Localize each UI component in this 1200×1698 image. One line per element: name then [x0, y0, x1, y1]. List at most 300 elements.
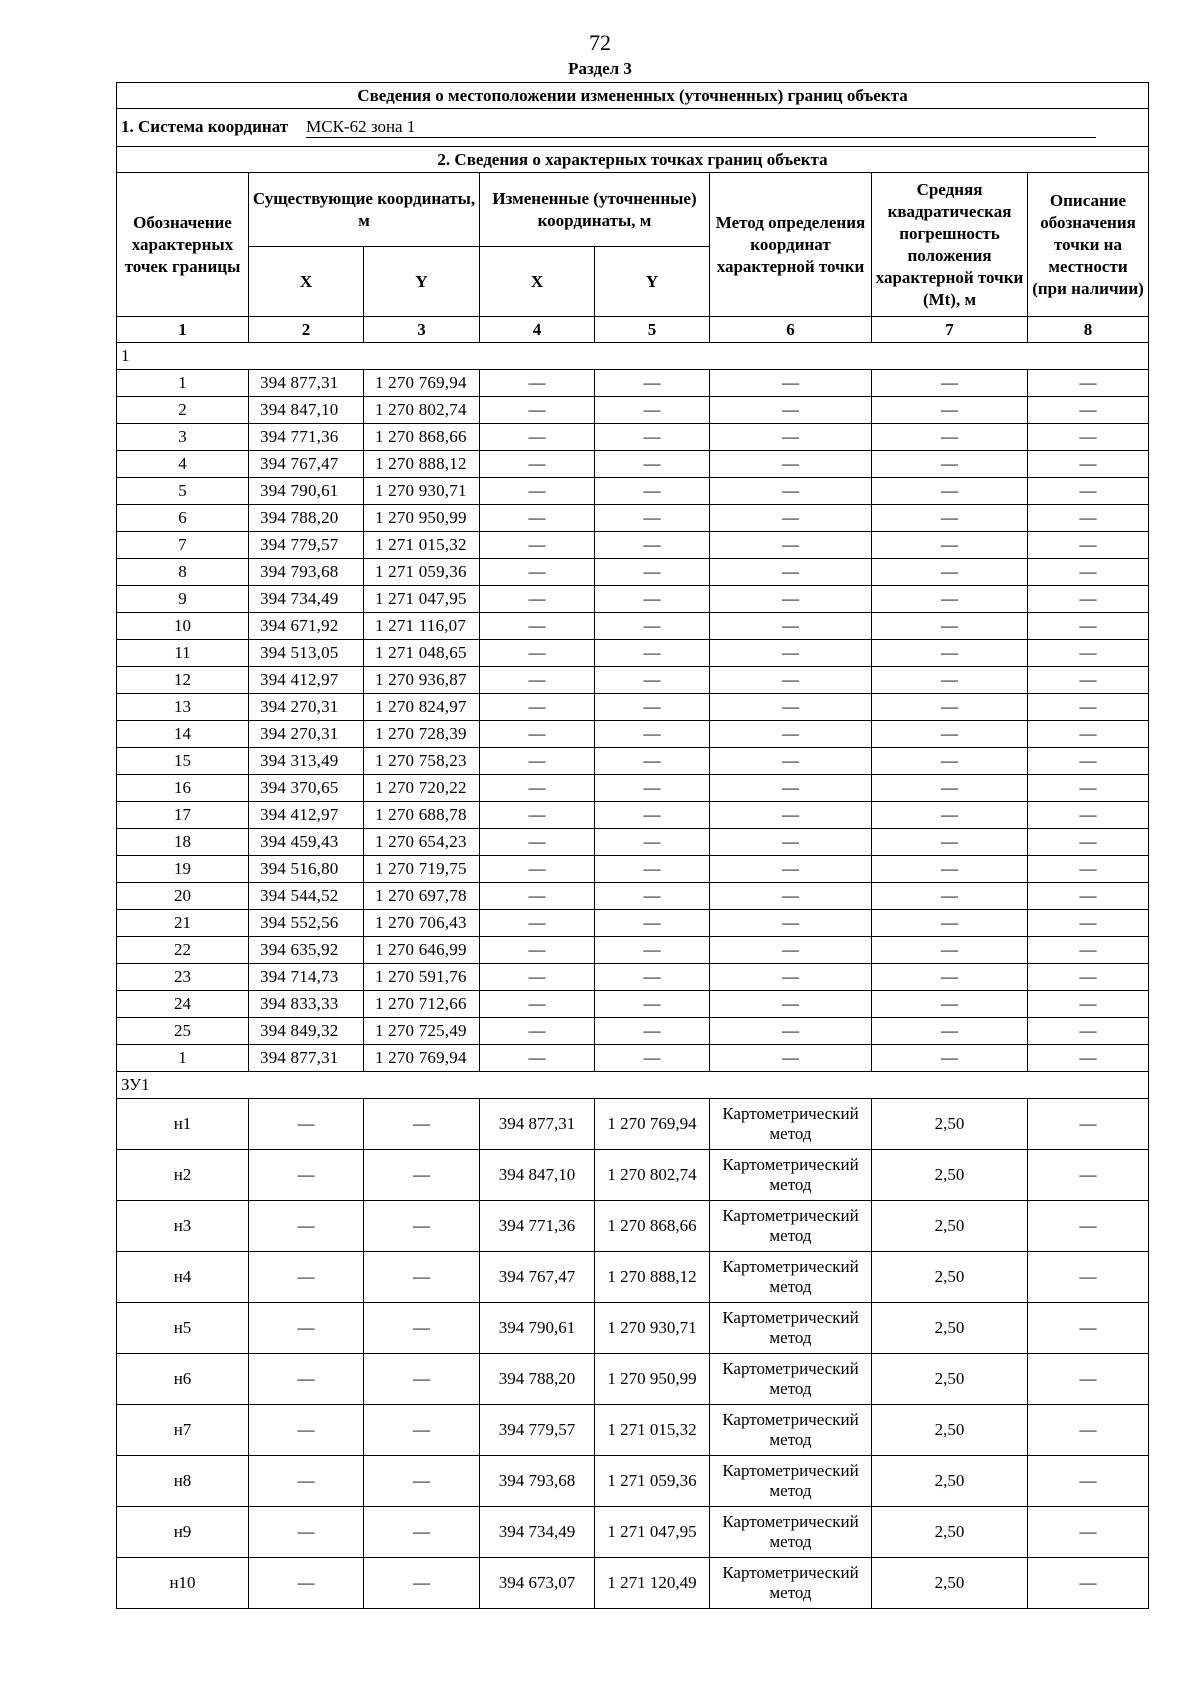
table-row: [117, 829, 1149, 856]
existing-x: 394 459,43: [249, 829, 364, 856]
existing-x: 394 877,31: [249, 1045, 364, 1072]
method: —: [710, 370, 872, 397]
table-row: [117, 505, 1149, 532]
existing-x: 394 313,49: [249, 748, 364, 775]
existing-x: —: [249, 1405, 364, 1456]
mean-error: —: [872, 694, 1028, 721]
mean-error: —: [872, 748, 1028, 775]
method: Картометрический метод: [710, 1456, 872, 1507]
point-number: 15: [117, 748, 249, 775]
header-point-designation: Обозначение характерных точек границы: [117, 173, 249, 317]
mean-error: 2,50: [872, 1099, 1028, 1150]
table-row: [117, 1456, 1149, 1507]
changed-x: —: [480, 586, 595, 613]
existing-y: —: [364, 1201, 480, 1252]
description: —: [1028, 1558, 1149, 1609]
changed-y: 1 270 950,99: [595, 1354, 710, 1405]
changed-y: 1 270 769,94: [595, 1099, 710, 1150]
description: —: [1028, 1405, 1149, 1456]
existing-x: 394 552,56: [249, 910, 364, 937]
changed-x: 394 673,07: [480, 1558, 595, 1609]
mean-error: —: [872, 964, 1028, 991]
existing-x: 394 513,05: [249, 640, 364, 667]
changed-y: —: [595, 775, 710, 802]
group-label: ЗУ1: [117, 1072, 1149, 1099]
existing-y: —: [364, 1405, 480, 1456]
existing-y: 1 270 706,43: [364, 910, 480, 937]
existing-y: 1 270 769,94: [364, 1045, 480, 1072]
changed-x: 394 847,10: [480, 1150, 595, 1201]
point-number: 5: [117, 478, 249, 505]
method: —: [710, 856, 872, 883]
changed-x: —: [480, 775, 595, 802]
section-title: Раздел 3: [568, 59, 632, 78]
mean-error: —: [872, 559, 1028, 586]
changed-y: —: [595, 1045, 710, 1072]
existing-y: 1 271 047,95: [364, 586, 480, 613]
table-title: Сведения о местоположении измененных (уточненных) границ объекта: [117, 83, 1149, 109]
changed-y: —: [595, 802, 710, 829]
existing-x: 394 544,52: [249, 883, 364, 910]
method: Картометрический метод: [710, 1354, 872, 1405]
description: —: [1028, 1150, 1149, 1201]
method: Картометрический метод: [710, 1201, 872, 1252]
method: Картометрический метод: [710, 1507, 872, 1558]
existing-x: 394 788,20: [249, 505, 364, 532]
mean-error: 2,50: [872, 1150, 1028, 1201]
header-changed-y: Y: [595, 247, 710, 317]
existing-x: —: [249, 1252, 364, 1303]
method: —: [710, 532, 872, 559]
changed-x: 394 779,57: [480, 1405, 595, 1456]
changed-y: —: [595, 478, 710, 505]
header-mean-error: Средняя квадратическая погрешность положения характерной точки (Mt), м: [872, 173, 1028, 317]
method: —: [710, 775, 872, 802]
point-number: 4: [117, 451, 249, 478]
point-number: 13: [117, 694, 249, 721]
changed-y: —: [595, 613, 710, 640]
changed-y: —: [595, 559, 710, 586]
existing-y: 1 270 725,49: [364, 1018, 480, 1045]
existing-y: 1 270 769,94: [364, 370, 480, 397]
mean-error: —: [872, 667, 1028, 694]
mean-error: —: [872, 721, 1028, 748]
column-number: 5: [595, 317, 710, 343]
method: —: [710, 559, 872, 586]
existing-y: —: [364, 1507, 480, 1558]
description: —: [1028, 991, 1149, 1018]
description: —: [1028, 856, 1149, 883]
changed-y: —: [595, 667, 710, 694]
existing-x: 394 412,97: [249, 667, 364, 694]
point-number: 19: [117, 856, 249, 883]
description: —: [1028, 1099, 1149, 1150]
method: —: [710, 748, 872, 775]
method: —: [710, 397, 872, 424]
point-number: 9: [117, 586, 249, 613]
description: —: [1028, 694, 1149, 721]
table-row: [117, 748, 1149, 775]
table-row: [117, 694, 1149, 721]
existing-y: 1 270 646,99: [364, 937, 480, 964]
mean-error: 2,50: [872, 1201, 1028, 1252]
point-number: 20: [117, 883, 249, 910]
method: —: [710, 991, 872, 1018]
mean-error: 2,50: [872, 1252, 1028, 1303]
method: —: [710, 424, 872, 451]
description: —: [1028, 478, 1149, 505]
changed-y: —: [595, 829, 710, 856]
description: —: [1028, 397, 1149, 424]
description: —: [1028, 370, 1149, 397]
table-row: [117, 910, 1149, 937]
table-row: [117, 478, 1149, 505]
description: —: [1028, 505, 1149, 532]
description: —: [1028, 775, 1149, 802]
changed-x: —: [480, 640, 595, 667]
header-existing-coords: Существующие координаты, м: [249, 173, 480, 247]
point-number: н7: [117, 1405, 249, 1456]
changed-x: —: [480, 883, 595, 910]
existing-y: 1 271 116,07: [364, 613, 480, 640]
changed-x: —: [480, 370, 595, 397]
existing-x: 394 370,65: [249, 775, 364, 802]
existing-y: 1 271 048,65: [364, 640, 480, 667]
existing-y: 1 270 688,78: [364, 802, 480, 829]
existing-x: —: [249, 1456, 364, 1507]
changed-y: —: [595, 856, 710, 883]
method: —: [710, 883, 872, 910]
coord-system-row: [117, 109, 1149, 147]
table-row: [117, 667, 1149, 694]
mean-error: —: [872, 532, 1028, 559]
changed-y: —: [595, 586, 710, 613]
method: —: [710, 586, 872, 613]
table-row: [117, 640, 1149, 667]
existing-y: 1 270 802,74: [364, 397, 480, 424]
header-existing-x: X: [249, 247, 364, 317]
changed-x: —: [480, 505, 595, 532]
table-row: [117, 802, 1149, 829]
description: —: [1028, 883, 1149, 910]
changed-x: 394 793,68: [480, 1456, 595, 1507]
mean-error: —: [872, 856, 1028, 883]
mean-error: —: [872, 505, 1028, 532]
mean-error: 2,50: [872, 1507, 1028, 1558]
changed-x: —: [480, 721, 595, 748]
existing-x: —: [249, 1354, 364, 1405]
method: —: [710, 1018, 872, 1045]
changed-y: —: [595, 964, 710, 991]
changed-y: 1 270 868,66: [595, 1201, 710, 1252]
changed-y: 1 271 059,36: [595, 1456, 710, 1507]
method: —: [710, 451, 872, 478]
mean-error: —: [872, 397, 1028, 424]
column-number: 8: [1028, 317, 1149, 343]
point-number: н10: [117, 1558, 249, 1609]
mean-error: 2,50: [872, 1354, 1028, 1405]
point-number: 1: [117, 1045, 249, 1072]
mean-error: —: [872, 640, 1028, 667]
table-row: [117, 775, 1149, 802]
existing-x: —: [249, 1150, 364, 1201]
table-row: [117, 424, 1149, 451]
point-number: н8: [117, 1456, 249, 1507]
table-row: [117, 1558, 1149, 1609]
table-row: [117, 1045, 1149, 1072]
mean-error: —: [872, 775, 1028, 802]
header-changed-x: X: [480, 247, 595, 317]
point-number: 12: [117, 667, 249, 694]
method: Картометрический метод: [710, 1303, 872, 1354]
mean-error: —: [872, 910, 1028, 937]
table-row: [117, 532, 1149, 559]
existing-y: —: [364, 1252, 480, 1303]
changed-y: 1 270 930,71: [595, 1303, 710, 1354]
changed-y: —: [595, 505, 710, 532]
existing-x: 394 847,10: [249, 397, 364, 424]
table-row: [117, 883, 1149, 910]
method: Картометрический метод: [710, 1150, 872, 1201]
description: —: [1028, 451, 1149, 478]
point-number: н2: [117, 1150, 249, 1201]
table-row: [117, 1252, 1149, 1303]
changed-x: 394 771,36: [480, 1201, 595, 1252]
column-number: 2: [249, 317, 364, 343]
header-method: Метод определения координат характерной точки: [710, 173, 872, 317]
changed-x: —: [480, 451, 595, 478]
description: —: [1028, 1045, 1149, 1072]
existing-y: 1 270 888,12: [364, 451, 480, 478]
point-number: 23: [117, 964, 249, 991]
method: Картометрический метод: [710, 1252, 872, 1303]
method: —: [710, 964, 872, 991]
mean-error: —: [872, 613, 1028, 640]
description: —: [1028, 721, 1149, 748]
description: —: [1028, 1252, 1149, 1303]
existing-y: 1 270 654,23: [364, 829, 480, 856]
changed-y: —: [595, 397, 710, 424]
point-number: н5: [117, 1303, 249, 1354]
point-number: 17: [117, 802, 249, 829]
table-row: [117, 991, 1149, 1018]
changed-x: —: [480, 829, 595, 856]
group-label: 1: [117, 343, 1149, 370]
description: —: [1028, 1456, 1149, 1507]
description: —: [1028, 667, 1149, 694]
point-number: 3: [117, 424, 249, 451]
existing-x: 394 635,92: [249, 937, 364, 964]
changed-x: —: [480, 397, 595, 424]
point-number: 6: [117, 505, 249, 532]
existing-y: 1 270 697,78: [364, 883, 480, 910]
existing-x: 394 877,31: [249, 370, 364, 397]
changed-y: —: [595, 991, 710, 1018]
existing-x: 394 793,68: [249, 559, 364, 586]
changed-y: 1 270 888,12: [595, 1252, 710, 1303]
mean-error: —: [872, 829, 1028, 856]
existing-x: 394 412,97: [249, 802, 364, 829]
method: —: [710, 802, 872, 829]
description: —: [1028, 829, 1149, 856]
existing-x: —: [249, 1099, 364, 1150]
point-number: 21: [117, 910, 249, 937]
changed-y: —: [595, 532, 710, 559]
group-label-row: [117, 1072, 1149, 1099]
changed-x: —: [480, 856, 595, 883]
changed-y: —: [595, 721, 710, 748]
changed-x: —: [480, 748, 595, 775]
method: —: [710, 937, 872, 964]
points-section-title: 2. Сведения о характерных точках границ объекта: [117, 147, 1149, 173]
description: —: [1028, 802, 1149, 829]
point-number: 7: [117, 532, 249, 559]
page-number: 72: [589, 30, 611, 55]
method: —: [710, 829, 872, 856]
point-number: н4: [117, 1252, 249, 1303]
description: —: [1028, 1303, 1149, 1354]
method: —: [710, 478, 872, 505]
mean-error: —: [872, 451, 1028, 478]
mean-error: —: [872, 478, 1028, 505]
method: —: [710, 721, 872, 748]
column-number: 3: [364, 317, 480, 343]
existing-x: —: [249, 1558, 364, 1609]
existing-x: 394 734,49: [249, 586, 364, 613]
column-number: 1: [117, 317, 249, 343]
description: —: [1028, 532, 1149, 559]
table-row: [117, 1099, 1149, 1150]
existing-x: 394 270,31: [249, 721, 364, 748]
existing-x: 394 771,36: [249, 424, 364, 451]
changed-y: —: [595, 370, 710, 397]
method: —: [710, 505, 872, 532]
changed-y: —: [595, 1018, 710, 1045]
column-number: 4: [480, 317, 595, 343]
changed-x: 394 877,31: [480, 1099, 595, 1150]
existing-x: 394 790,61: [249, 478, 364, 505]
mean-error: —: [872, 586, 1028, 613]
existing-y: —: [364, 1303, 480, 1354]
method: —: [710, 694, 872, 721]
description: —: [1028, 1507, 1149, 1558]
table-row: [117, 856, 1149, 883]
changed-x: 394 767,47: [480, 1252, 595, 1303]
changed-x: —: [480, 964, 595, 991]
changed-x: —: [480, 559, 595, 586]
description: —: [1028, 1018, 1149, 1045]
existing-y: 1 270 712,66: [364, 991, 480, 1018]
table-row: [117, 397, 1149, 424]
mean-error: —: [872, 883, 1028, 910]
changed-x: 394 734,49: [480, 1507, 595, 1558]
mean-error: —: [872, 991, 1028, 1018]
description: —: [1028, 640, 1149, 667]
changed-y: —: [595, 694, 710, 721]
changed-y: —: [595, 883, 710, 910]
table-row: [117, 1018, 1149, 1045]
column-number: 7: [872, 317, 1028, 343]
existing-x: 394 833,33: [249, 991, 364, 1018]
table-row: [117, 937, 1149, 964]
coord-system-value: МСК-62 зона 1: [306, 117, 1096, 138]
existing-x: 394 671,92: [249, 613, 364, 640]
changed-x: 394 790,61: [480, 1303, 595, 1354]
table-row: [117, 613, 1149, 640]
changed-x: —: [480, 424, 595, 451]
method: Картометрический метод: [710, 1405, 872, 1456]
changed-x: —: [480, 937, 595, 964]
changed-x: —: [480, 478, 595, 505]
point-number: н1: [117, 1099, 249, 1150]
existing-x: —: [249, 1303, 364, 1354]
existing-y: 1 271 059,36: [364, 559, 480, 586]
mean-error: —: [872, 370, 1028, 397]
existing-x: 394 270,31: [249, 694, 364, 721]
mean-error: 2,50: [872, 1405, 1028, 1456]
description: —: [1028, 1201, 1149, 1252]
existing-x: 394 714,73: [249, 964, 364, 991]
point-number: 22: [117, 937, 249, 964]
changed-x: —: [480, 910, 595, 937]
existing-y: 1 270 936,87: [364, 667, 480, 694]
table-row: [117, 1507, 1149, 1558]
mean-error: 2,50: [872, 1456, 1028, 1507]
changed-y: —: [595, 937, 710, 964]
existing-y: 1 270 868,66: [364, 424, 480, 451]
point-number: 25: [117, 1018, 249, 1045]
point-number: 18: [117, 829, 249, 856]
changed-y: —: [595, 424, 710, 451]
description: —: [1028, 424, 1149, 451]
method: —: [710, 640, 872, 667]
mean-error: —: [872, 1018, 1028, 1045]
changed-x: —: [480, 1045, 595, 1072]
description: —: [1028, 559, 1149, 586]
existing-y: 1 270 719,75: [364, 856, 480, 883]
existing-y: 1 270 728,39: [364, 721, 480, 748]
description: —: [1028, 964, 1149, 991]
point-number: 2: [117, 397, 249, 424]
table-row: [117, 586, 1149, 613]
changed-x: —: [480, 802, 595, 829]
table-row: [117, 964, 1149, 991]
header-description: Описание обозначения точки на местности (при наличии): [1028, 173, 1149, 317]
point-number: н6: [117, 1354, 249, 1405]
existing-y: 1 270 591,76: [364, 964, 480, 991]
method: —: [710, 667, 872, 694]
table-row: [117, 451, 1149, 478]
method: —: [710, 1045, 872, 1072]
mean-error: —: [872, 802, 1028, 829]
existing-x: 394 779,57: [249, 532, 364, 559]
column-number: 6: [710, 317, 872, 343]
changed-y: 1 271 047,95: [595, 1507, 710, 1558]
changed-x: —: [480, 1018, 595, 1045]
changed-y: —: [595, 748, 710, 775]
header-changed-coords: Измененные (уточненные) координаты, м: [480, 173, 710, 247]
changed-x: 394 788,20: [480, 1354, 595, 1405]
mean-error: —: [872, 424, 1028, 451]
table-row: [117, 1354, 1149, 1405]
existing-x: —: [249, 1507, 364, 1558]
point-number: н3: [117, 1201, 249, 1252]
point-number: 1: [117, 370, 249, 397]
existing-y: 1 270 720,22: [364, 775, 480, 802]
coord-system-label: 1. Система координат: [121, 117, 289, 136]
existing-y: 1 270 950,99: [364, 505, 480, 532]
table-row: [117, 1150, 1149, 1201]
